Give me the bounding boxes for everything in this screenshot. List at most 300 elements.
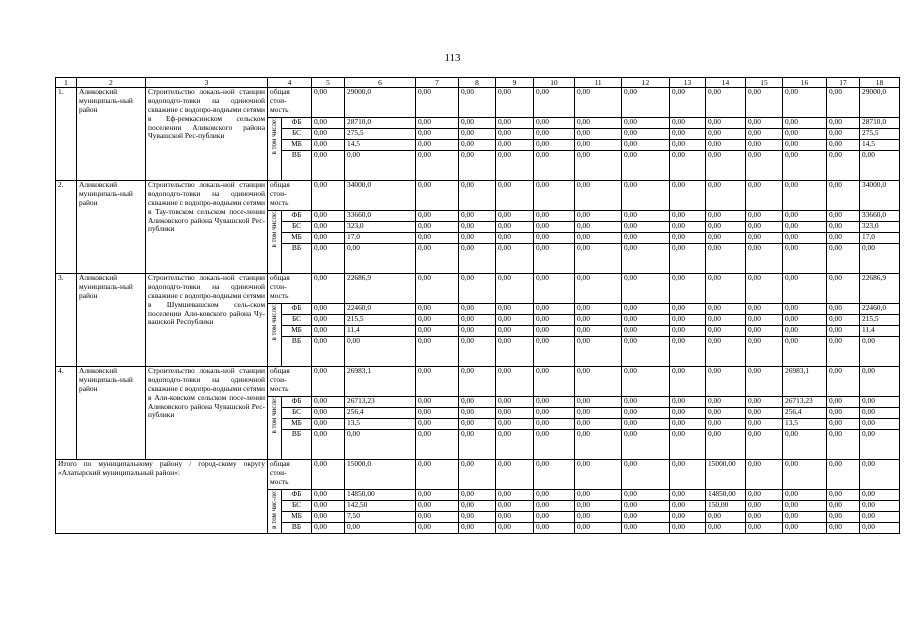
- value-cell: 0,00: [312, 512, 345, 523]
- value-cell: 0,00: [827, 222, 860, 233]
- value-cell: 0,00: [459, 337, 496, 367]
- value-cell: 0,00: [670, 512, 706, 523]
- value-cell: 22686,9: [860, 274, 900, 304]
- value-cell: 0,00: [706, 118, 746, 129]
- value-cell: 29000,0: [860, 88, 900, 118]
- funding-code: БС: [282, 408, 312, 419]
- value-cell: 0,00: [827, 129, 860, 140]
- value-cell: 0,00: [670, 523, 706, 534]
- value-cell: 0,00: [416, 326, 459, 337]
- including-text: в том числе:: [269, 397, 278, 434]
- value-cell: 0,00: [575, 118, 622, 129]
- value-cell: 0,00: [622, 233, 670, 244]
- value-cell: 0,00: [860, 151, 900, 181]
- total-cost-label: [268, 181, 312, 211]
- column-number: 8: [459, 78, 496, 88]
- value-cell: 11,4: [345, 326, 416, 337]
- value-cell: 0,00: [746, 367, 783, 397]
- value-cell: 0,00: [416, 140, 459, 151]
- value-cell: 0,00: [670, 326, 706, 337]
- value-cell: 0,00: [534, 140, 575, 151]
- column-number: 16: [783, 78, 827, 88]
- total-cost-label: [268, 460, 312, 490]
- value-cell: 0,00: [312, 233, 345, 244]
- value-cell: 34000,0: [345, 181, 416, 211]
- value-cell: 323,0: [860, 222, 900, 233]
- header-row: [56, 78, 900, 88]
- value-cell: 0,00: [706, 419, 746, 430]
- value-cell: 15000,00: [706, 460, 746, 490]
- value-cell: 0,00: [496, 460, 534, 490]
- total-cost-label-line: стои-: [270, 95, 287, 105]
- value-cell: 0,00: [706, 88, 746, 118]
- value-cell: 0,00: [534, 304, 575, 315]
- including-text: в том числе:: [269, 118, 278, 155]
- municipality-name: Аликовский муниципаль-ный район: [77, 367, 146, 460]
- column-number: 13: [670, 78, 706, 88]
- value-cell: 0,00: [459, 181, 496, 211]
- value-cell: 0,00: [459, 211, 496, 222]
- financing-table: [55, 77, 900, 534]
- value-cell: 0,00: [670, 88, 706, 118]
- value-cell: 0,00: [534, 512, 575, 523]
- value-cell: 0,00: [827, 419, 860, 430]
- value-cell: 0,00: [783, 129, 827, 140]
- value-cell: 0,00: [575, 181, 622, 211]
- value-cell: 0,00: [575, 490, 622, 501]
- value-cell: 0,00: [622, 512, 670, 523]
- value-cell: 0,00: [312, 460, 345, 490]
- row-number: 3.: [56, 274, 77, 367]
- value-cell: 26983,1: [783, 367, 827, 397]
- total-cost-label-line: общая: [270, 180, 290, 189]
- value-cell: 0,00: [622, 397, 670, 408]
- value-cell: 0,00: [783, 181, 827, 211]
- value-cell: 0,00: [312, 419, 345, 430]
- total-cost-label-line: общая: [270, 366, 290, 375]
- value-cell: 0,00: [416, 211, 459, 222]
- value-cell: 0,00: [459, 512, 496, 523]
- column-number: 7: [416, 78, 459, 88]
- column-number: 11: [575, 78, 622, 88]
- value-cell: 0,00: [860, 490, 900, 501]
- value-cell: 0,00: [312, 523, 345, 534]
- value-cell: 0,00: [575, 337, 622, 367]
- column-number: 1: [56, 78, 77, 88]
- value-cell: 0,00: [860, 397, 900, 408]
- value-cell: 0,00: [746, 408, 783, 419]
- value-cell: 0,00: [416, 490, 459, 501]
- value-cell: 34000,0: [860, 181, 900, 211]
- value-cell: 0,00: [312, 304, 345, 315]
- funding-code: ФБ: [282, 211, 312, 222]
- value-cell: 0,00: [670, 460, 706, 490]
- value-cell: 0,00: [312, 181, 345, 211]
- total-cost-label-line: общая: [270, 273, 290, 282]
- value-cell: 0,00: [534, 501, 575, 512]
- value-cell: 0,00: [827, 274, 860, 304]
- column-number: 6: [345, 78, 416, 88]
- value-cell: 0,00: [706, 367, 746, 397]
- value-cell: 0,00: [575, 397, 622, 408]
- value-cell: 0,00: [622, 408, 670, 419]
- column-number: 5: [312, 78, 345, 88]
- row-number: 1.: [56, 88, 77, 181]
- column-number: 10: [534, 78, 575, 88]
- value-cell: 0,00: [827, 397, 860, 408]
- value-cell: 0,00: [622, 244, 670, 274]
- value-cell: 0,00: [312, 129, 345, 140]
- municipality-name: Аликовский муниципаль-ный район: [77, 88, 146, 181]
- value-cell: 0,00: [783, 274, 827, 304]
- value-cell: 0,00: [575, 501, 622, 512]
- value-cell: 0,00: [534, 326, 575, 337]
- value-cell: 0,00: [746, 233, 783, 244]
- value-cell: 0,00: [827, 337, 860, 367]
- value-cell: 0,00: [575, 233, 622, 244]
- value-cell: 0,00: [496, 523, 534, 534]
- column-number: 15: [746, 78, 783, 88]
- value-cell: 0,00: [496, 501, 534, 512]
- value-cell: 0,00: [827, 304, 860, 315]
- value-cell: 0,00: [459, 304, 496, 315]
- value-cell: 0,00: [783, 304, 827, 315]
- funding-code: МБ: [282, 140, 312, 151]
- group-total-row: [56, 460, 900, 480]
- total-cost-label-line: стои-: [270, 281, 287, 291]
- value-cell: 0,00: [496, 140, 534, 151]
- value-cell: 0,00: [534, 430, 575, 460]
- value-cell: 0,00: [459, 233, 496, 244]
- value-cell: 17,0: [860, 233, 900, 244]
- value-cell: 0,00: [746, 140, 783, 151]
- value-cell: 0,00: [860, 512, 900, 523]
- value-cell: 0,00: [345, 244, 416, 274]
- value-cell: 0,00: [783, 315, 827, 326]
- value-cell: 0,00: [575, 419, 622, 430]
- value-cell: 0,00: [459, 501, 496, 512]
- value-cell: 0,00: [416, 304, 459, 315]
- value-cell: 0,00: [534, 419, 575, 430]
- value-cell: 0,00: [534, 244, 575, 274]
- value-cell: 0,00: [827, 233, 860, 244]
- value-cell: 0,00: [575, 151, 622, 181]
- value-cell: 0,00: [783, 460, 827, 490]
- value-cell: 0,00: [827, 512, 860, 523]
- value-cell: 0,00: [670, 140, 706, 151]
- value-cell: 0,00: [534, 233, 575, 244]
- project-description: Строительство локаль-ной станции водоподго-товки на одиночной скважине с водопро-водными сетями в Шумшевашском сель-ском поселении Али-ковского района Чу-вашской Республики: [146, 274, 268, 367]
- value-cell: 0,00: [345, 523, 416, 534]
- value-cell: 26713,23: [345, 397, 416, 408]
- funding-code: МБ: [282, 326, 312, 337]
- value-cell: 0,00: [706, 408, 746, 419]
- value-cell: 0,00: [534, 88, 575, 118]
- total-cost-label: [268, 274, 312, 304]
- value-cell: 0,00: [746, 211, 783, 222]
- value-cell: 275,5: [345, 129, 416, 140]
- value-cell: 0,00: [496, 274, 534, 304]
- value-cell: 150,00: [706, 501, 746, 512]
- value-cell: 0,00: [459, 326, 496, 337]
- funding-code: БС: [282, 501, 312, 512]
- value-cell: 0,00: [746, 523, 783, 534]
- including-text: в том числе:: [269, 211, 278, 248]
- value-cell: 0,00: [496, 326, 534, 337]
- value-cell: 0,00: [706, 304, 746, 315]
- value-cell: 0,00: [496, 408, 534, 419]
- value-cell: 0,00: [459, 88, 496, 118]
- value-cell: 0,00: [459, 419, 496, 430]
- total-cost-label-line: мость: [270, 476, 289, 486]
- value-cell: 256,4: [345, 408, 416, 419]
- value-cell: 0,00: [670, 274, 706, 304]
- funding-code: ФБ: [282, 304, 312, 315]
- value-cell: 0,00: [534, 151, 575, 181]
- value-cell: 0,00: [496, 419, 534, 430]
- value-cell: 0,00: [534, 460, 575, 490]
- value-cell: 0,00: [459, 274, 496, 304]
- including-label: [268, 397, 282, 460]
- funding-code: ВБ: [282, 430, 312, 460]
- value-cell: 0,00: [534, 118, 575, 129]
- value-cell: 0,00: [575, 430, 622, 460]
- value-cell: 0,00: [827, 326, 860, 337]
- value-cell: 0,00: [670, 430, 706, 460]
- including-label: [268, 118, 282, 181]
- value-cell: 0,00: [459, 460, 496, 490]
- value-cell: 0,00: [746, 315, 783, 326]
- value-cell: 0,00: [783, 118, 827, 129]
- including-label: [268, 211, 282, 274]
- value-cell: 0,00: [575, 367, 622, 397]
- value-cell: 0,00: [827, 367, 860, 397]
- value-cell: 0,00: [622, 129, 670, 140]
- column-number: 14: [706, 78, 746, 88]
- value-cell: 22460,0: [345, 304, 416, 315]
- value-cell: 0,00: [860, 419, 900, 430]
- value-cell: 0,00: [783, 337, 827, 367]
- value-cell: 0,00: [416, 367, 459, 397]
- value-cell: 0,00: [622, 181, 670, 211]
- total-cost-label-line: общая: [270, 87, 290, 96]
- value-cell: 0,00: [827, 501, 860, 512]
- value-cell: 0,00: [706, 181, 746, 211]
- value-cell: 0,00: [496, 337, 534, 367]
- value-cell: 0,00: [534, 129, 575, 140]
- value-cell: 0,00: [534, 274, 575, 304]
- value-cell: 0,00: [496, 151, 534, 181]
- value-cell: 0,00: [622, 501, 670, 512]
- value-cell: 0,00: [860, 408, 900, 419]
- value-cell: 22460,0: [860, 304, 900, 315]
- value-cell: 0,00: [496, 244, 534, 274]
- value-cell: 0,00: [827, 460, 860, 490]
- value-cell: 0,00: [706, 315, 746, 326]
- value-cell: 0,00: [534, 315, 575, 326]
- value-cell: 0,00: [706, 337, 746, 367]
- value-cell: 0,00: [670, 181, 706, 211]
- value-cell: 0,00: [496, 211, 534, 222]
- page-number: 113: [444, 52, 461, 64]
- total-description: Итого по муниципальному району / город-скому округу «Алатырский муниципальный район»:: [56, 460, 268, 534]
- value-cell: 0,00: [416, 151, 459, 181]
- value-cell: 0,00: [670, 244, 706, 274]
- value-cell: 0,00: [416, 512, 459, 523]
- value-cell: 0,00: [534, 211, 575, 222]
- value-cell: 0,00: [496, 512, 534, 523]
- total-cost-label-line: стои-: [270, 188, 287, 198]
- value-cell: 0,00: [622, 460, 670, 490]
- value-cell: 0,00: [416, 430, 459, 460]
- value-cell: 0,00: [459, 397, 496, 408]
- value-cell: 28710,0: [345, 118, 416, 129]
- value-cell: 0,00: [496, 430, 534, 460]
- value-cell: 0,00: [622, 490, 670, 501]
- total-cost-label-line: общая: [270, 459, 290, 468]
- value-cell: 0,00: [706, 274, 746, 304]
- funding-code: БС: [282, 129, 312, 140]
- funding-code: ВБ: [282, 523, 312, 534]
- value-cell: 0,00: [459, 129, 496, 140]
- value-cell: 0,00: [459, 140, 496, 151]
- total-cost-label: [268, 367, 312, 397]
- value-cell: 0,00: [860, 337, 900, 367]
- funding-code: ВБ: [282, 337, 312, 367]
- value-cell: 0,00: [783, 490, 827, 501]
- value-cell: 0,00: [860, 460, 900, 490]
- value-cell: 0,00: [783, 211, 827, 222]
- group-total-row: [56, 88, 900, 108]
- column-number: 2: [77, 78, 146, 88]
- value-cell: 0,00: [860, 523, 900, 534]
- column-number: 12: [622, 78, 670, 88]
- value-cell: 0,00: [575, 129, 622, 140]
- value-cell: 275,5: [860, 129, 900, 140]
- value-cell: 0,00: [534, 367, 575, 397]
- value-cell: 0,00: [416, 397, 459, 408]
- value-cell: 0,00: [312, 408, 345, 419]
- value-cell: 0,00: [746, 151, 783, 181]
- value-cell: 0,00: [312, 397, 345, 408]
- value-cell: 0,00: [575, 211, 622, 222]
- value-cell: 0,00: [622, 430, 670, 460]
- value-cell: 0,00: [312, 140, 345, 151]
- funding-code: МБ: [282, 512, 312, 523]
- row-number: 2.: [56, 181, 77, 274]
- value-cell: 0,00: [783, 244, 827, 274]
- value-cell: 0,00: [783, 326, 827, 337]
- value-cell: 14850,00: [706, 490, 746, 501]
- value-cell: 0,00: [746, 337, 783, 367]
- value-cell: 0,00: [746, 326, 783, 337]
- value-cell: 0,00: [416, 274, 459, 304]
- value-cell: 0,00: [534, 490, 575, 501]
- value-cell: 0,00: [783, 140, 827, 151]
- value-cell: 0,00: [345, 151, 416, 181]
- value-cell: 0,00: [416, 233, 459, 244]
- value-cell: 0,00: [459, 244, 496, 274]
- value-cell: 0,00: [746, 304, 783, 315]
- value-cell: 0,00: [827, 408, 860, 419]
- value-cell: 0,00: [706, 140, 746, 151]
- value-cell: 0,00: [534, 408, 575, 419]
- value-cell: 323,0: [345, 222, 416, 233]
- value-cell: 0,00: [670, 315, 706, 326]
- value-cell: 0,00: [496, 397, 534, 408]
- value-cell: 0,00: [746, 244, 783, 274]
- value-cell: 0,00: [575, 315, 622, 326]
- value-cell: 0,00: [459, 408, 496, 419]
- municipality-name: Аликовский муниципаль-ный район: [77, 274, 146, 367]
- total-cost-label-line: мость: [270, 197, 289, 207]
- value-cell: 0,00: [827, 490, 860, 501]
- value-cell: 0,00: [783, 151, 827, 181]
- value-cell: 26713,23: [783, 397, 827, 408]
- value-cell: 0,00: [746, 419, 783, 430]
- value-cell: 0,00: [416, 129, 459, 140]
- column-number: 3: [146, 78, 268, 88]
- value-cell: 11,4: [860, 326, 900, 337]
- value-cell: 0,00: [459, 430, 496, 460]
- value-cell: 0,00: [496, 181, 534, 211]
- value-cell: 0,00: [783, 512, 827, 523]
- value-cell: 0,00: [575, 274, 622, 304]
- project-description: Строительство локаль-ной станции водоподго-товки на одиночной скважине с водопро-водными сетями в Еф-ремкасинском сельском поселении Аликовского района Чувашской Рес-публики: [146, 88, 268, 181]
- value-cell: 0,00: [312, 430, 345, 460]
- funding-code: ФБ: [282, 490, 312, 501]
- value-cell: 0,00: [746, 129, 783, 140]
- value-cell: 0,00: [575, 512, 622, 523]
- value-cell: 0,00: [312, 88, 345, 118]
- value-cell: 0,00: [706, 512, 746, 523]
- value-cell: 0,00: [622, 222, 670, 233]
- value-cell: 0,00: [706, 129, 746, 140]
- value-cell: 15000,0: [345, 460, 416, 490]
- column-number: 9: [496, 78, 534, 88]
- value-cell: 0,00: [575, 408, 622, 419]
- column-number: 4: [268, 78, 312, 88]
- value-cell: 0,00: [416, 222, 459, 233]
- value-cell: 0,00: [783, 523, 827, 534]
- value-cell: 0,00: [706, 244, 746, 274]
- municipality-name: Аликовский муниципаль-ный район: [77, 181, 146, 274]
- value-cell: 0,00: [312, 244, 345, 274]
- value-cell: 0,00: [416, 523, 459, 534]
- value-cell: 0,00: [575, 222, 622, 233]
- value-cell: 0,00: [575, 523, 622, 534]
- value-cell: 14850,00: [345, 490, 416, 501]
- value-cell: 0,00: [575, 326, 622, 337]
- value-cell: 0,00: [746, 181, 783, 211]
- value-cell: 0,00: [746, 460, 783, 490]
- value-cell: 0,00: [534, 337, 575, 367]
- value-cell: 0,00: [827, 181, 860, 211]
- value-cell: 0,00: [670, 222, 706, 233]
- value-cell: 0,00: [746, 512, 783, 523]
- value-cell: 0,00: [746, 274, 783, 304]
- column-number: 18: [860, 78, 900, 88]
- value-cell: 0,00: [416, 118, 459, 129]
- value-cell: 0,00: [312, 326, 345, 337]
- value-cell: 0,00: [312, 490, 345, 501]
- value-cell: 0,00: [706, 222, 746, 233]
- value-cell: 0,00: [670, 151, 706, 181]
- value-cell: 14,5: [860, 140, 900, 151]
- value-cell: 0,00: [783, 501, 827, 512]
- value-cell: 0,00: [746, 430, 783, 460]
- value-cell: 0,00: [622, 304, 670, 315]
